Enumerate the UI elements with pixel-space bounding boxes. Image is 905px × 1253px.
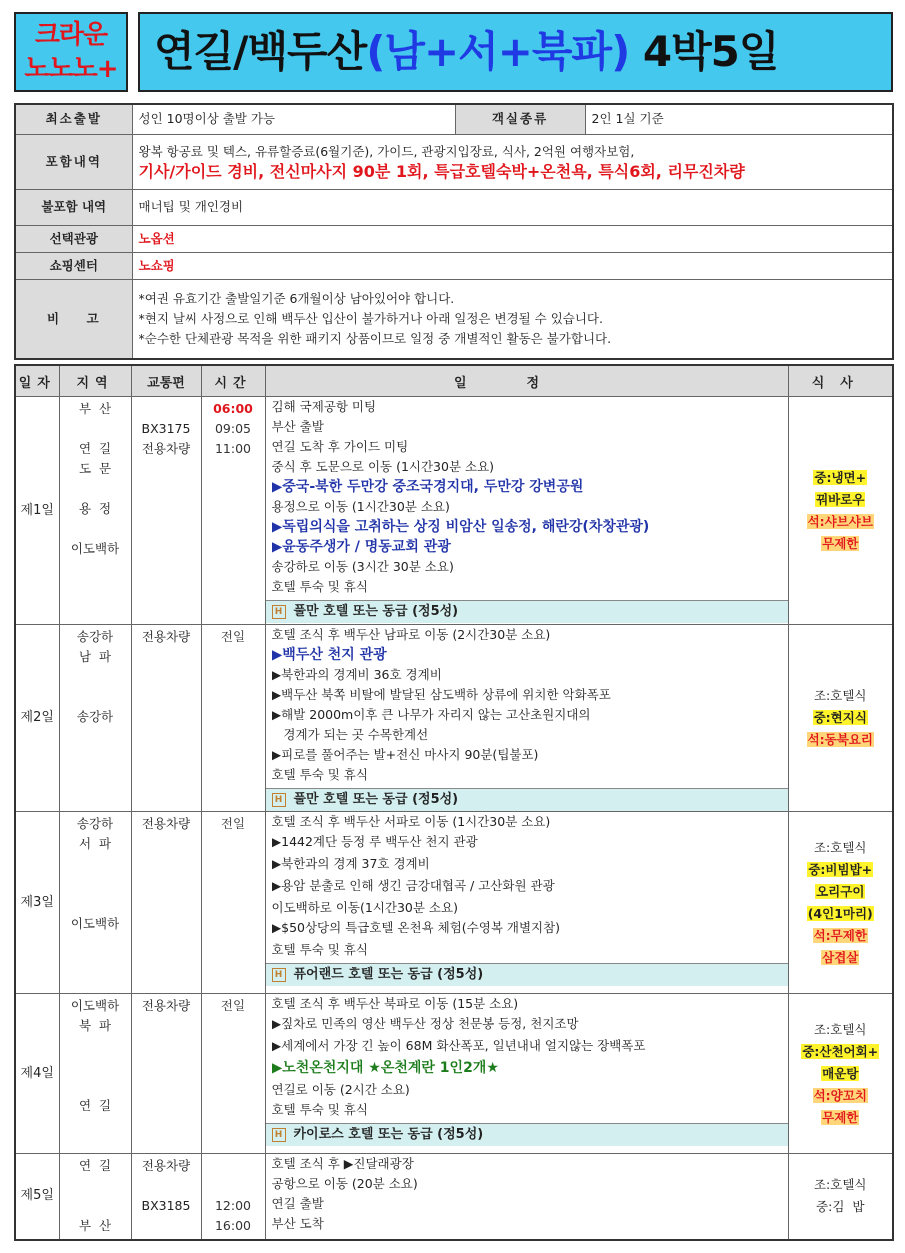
included-value bbox=[132, 134, 893, 189]
region-item bbox=[61, 854, 130, 874]
logo-line-1: 크라운 bbox=[34, 20, 108, 50]
transport-cell bbox=[131, 625, 201, 812]
region-item bbox=[61, 1176, 130, 1196]
remark-item: *현지 날씨 사정으로 인해 백두산 입산이 불가하거나 아래 일정은 변경될 수 있습니다. bbox=[138, 310, 603, 326]
hotel-icon: H bbox=[272, 968, 286, 982]
region-cell bbox=[59, 625, 131, 812]
itinerary-row-day1 bbox=[15, 397, 893, 625]
time-cell bbox=[201, 994, 265, 1154]
itinerary-row-day2 bbox=[15, 625, 893, 812]
room-type-value: 2인 1실 기준 bbox=[585, 104, 893, 134]
transport-item: BX3175 bbox=[141, 421, 191, 436]
region-item bbox=[61, 667, 130, 687]
schedule-line: 호텔 조식 후 ▶진달래광장 bbox=[271, 1156, 414, 1171]
region-item bbox=[61, 894, 130, 914]
region-item: 도 문 bbox=[78, 461, 112, 476]
meal-item: 매운탕 bbox=[822, 1065, 859, 1081]
region-cell bbox=[59, 994, 131, 1154]
hotel-name: 풀만 호텔 또는 동급 (정5성) bbox=[293, 792, 459, 807]
schedule-cell bbox=[265, 1154, 788, 1240]
time-item: 전일 bbox=[220, 629, 246, 644]
time-item: 16:00 bbox=[214, 1218, 252, 1233]
time-cell bbox=[201, 397, 265, 625]
schedule-line: 호텔 투숙 및 휴식 bbox=[271, 1102, 368, 1117]
region-item: 연 길 bbox=[78, 1158, 112, 1173]
region-item bbox=[61, 419, 130, 439]
time-item: 09:05 bbox=[214, 421, 252, 436]
schedule-line: 경계가 되는 곳 수목한계선 bbox=[271, 727, 429, 742]
region-item: 연 길 bbox=[78, 1098, 112, 1113]
transport-item bbox=[133, 1216, 200, 1236]
col-header-day: 일자 bbox=[15, 365, 59, 397]
time-item bbox=[203, 1176, 264, 1196]
hotel-name: 퓨어랜드 호텔 또는 동급 (정5성) bbox=[293, 967, 484, 982]
region-item bbox=[61, 1056, 130, 1076]
schedule-line: 부산 출발 bbox=[271, 419, 324, 434]
excluded-value: 매너팁 및 개인경비 bbox=[132, 189, 893, 225]
transport-cell bbox=[131, 994, 201, 1154]
shopping-value: 노쇼핑 bbox=[132, 252, 893, 279]
room-type-label: 객실종류 bbox=[455, 104, 585, 134]
meal-item: 꿔바로우 bbox=[816, 491, 865, 507]
region-item bbox=[61, 1076, 130, 1096]
day-label: 제5일 bbox=[15, 1154, 59, 1240]
schedule-line: ▶독립의식을 고취하는 상징 비암산 일송정, 해란강(차창관광) bbox=[271, 519, 650, 535]
time-item: 전일 bbox=[220, 816, 246, 831]
product-info-table bbox=[14, 103, 894, 360]
time-cell bbox=[201, 625, 265, 812]
meal-item: 조:호텔식 bbox=[813, 1177, 867, 1193]
transport-item: 전용차량 bbox=[141, 441, 191, 456]
meal-item: 조:호텔식 bbox=[813, 1021, 867, 1037]
col-header-meals: 식사 bbox=[788, 365, 893, 397]
logo-line-2: 노노노+ bbox=[24, 54, 118, 84]
shopping-label: 쇼핑센터 bbox=[15, 252, 132, 279]
schedule-line: 공항으로 이동 (20분 소요) bbox=[271, 1176, 418, 1191]
schedule-line: 호텔 투숙 및 휴식 bbox=[271, 579, 368, 594]
region-item: 남 파 bbox=[78, 649, 112, 664]
transport-item: 전용차량 bbox=[141, 1158, 191, 1173]
transport-item: BX3185 bbox=[141, 1198, 191, 1213]
hotel-line bbox=[266, 963, 788, 986]
schedule-cell bbox=[265, 812, 788, 994]
time-cell bbox=[201, 812, 265, 994]
day-label: 제4일 bbox=[15, 994, 59, 1154]
hotel-line bbox=[266, 1123, 788, 1146]
schedule-line: ▶북한과의 경계비 36호 경계비 bbox=[271, 667, 442, 682]
itinerary-row-day3 bbox=[15, 812, 893, 994]
meal-item: 중:냉면+ bbox=[814, 469, 867, 485]
schedule-cell bbox=[265, 625, 788, 812]
time-item: 12:00 bbox=[214, 1198, 252, 1213]
time-item: 11:00 bbox=[214, 441, 252, 456]
transport-cell bbox=[131, 812, 201, 994]
schedule-line: ▶노천온천지대 ★온천계란 1인2개★ bbox=[271, 1060, 499, 1076]
hotel-line bbox=[266, 788, 788, 811]
col-header-time: 시간 bbox=[201, 365, 265, 397]
schedule-line: 이도백하로 이동(1시간30분 소요) bbox=[271, 900, 458, 915]
schedule-line: ▶1442계단 등정 루 백두산 천지 관광 bbox=[271, 834, 478, 849]
transport-item bbox=[133, 399, 200, 419]
schedule-cell bbox=[265, 994, 788, 1154]
min-departure-value: 성인 10명이상 출발 가능 bbox=[132, 104, 455, 134]
meal-item: 중:비빔밥+ bbox=[808, 861, 873, 877]
schedule-line: 중식 후 도문으로 이동 (1시간30분 소요) bbox=[271, 459, 495, 474]
title-banner bbox=[138, 12, 893, 92]
region-item: 부 산 bbox=[78, 1218, 112, 1233]
time-item: 06:00 bbox=[213, 401, 253, 416]
title-prefix: 연길/백두산 bbox=[154, 27, 367, 76]
schedule-line: 연길 도착 후 가이드 미팅 bbox=[271, 439, 409, 454]
schedule-line: 연길 출발 bbox=[271, 1196, 324, 1211]
meal-item: (4인1마리) bbox=[807, 905, 873, 921]
included-label: 포함내역 bbox=[15, 134, 132, 189]
excluded-label: 불포함 내역 bbox=[15, 189, 132, 225]
region-item: 북 파 bbox=[78, 1018, 112, 1033]
meal-item: 중:김 밥 bbox=[816, 1199, 865, 1215]
included-line-1: 왕복 항공료 및 텍스, 유류할증료(6월기준), 가이드, 관광지입장료, 식사, 2억원 여행자보험, bbox=[138, 143, 635, 159]
schedule-line: ▶백두산 천지 관광 bbox=[271, 647, 387, 663]
schedule-line: 호텔 조식 후 백두산 북파로 이동 (15분 소요) bbox=[271, 996, 519, 1011]
meal-item: 조:호텔식 bbox=[813, 839, 867, 855]
region-item: 서 파 bbox=[78, 836, 112, 851]
meal-item: 석:양꼬치 bbox=[813, 1087, 867, 1103]
option-tour-label: 선택관광 bbox=[15, 225, 132, 252]
schedule-line: 용정으로 이동 (1시간30분 소요) bbox=[271, 499, 450, 514]
day-label: 제2일 bbox=[15, 625, 59, 812]
hotel-line bbox=[266, 600, 788, 623]
region-item: 송강하 bbox=[76, 629, 114, 644]
transport-cell bbox=[131, 397, 201, 625]
transport-item: 전용차량 bbox=[141, 629, 191, 644]
included-line-2: 기사/가이드 경비, 전신마사지 90분 1회, 특급호텔숙박+온천욕, 특식6회, 리무진차량 bbox=[138, 161, 745, 181]
region-cell bbox=[59, 397, 131, 625]
col-header-transport: 교통편 bbox=[131, 365, 201, 397]
remark-item: *순수한 단체관광 목적을 위한 패키지 상품이므로 일정 중 개별적인 활동은 불가합니다. bbox=[138, 330, 612, 346]
schedule-line: ▶중국-북한 두만강 중조국경지대, 두만강 강변공원 bbox=[271, 479, 584, 495]
brand-logo bbox=[14, 12, 128, 92]
schedule-line: ▶피로를 풀어주는 발+전신 마사지 90분(팁불포) bbox=[271, 747, 539, 762]
region-item: 부 산 bbox=[78, 401, 112, 416]
schedule-line: ▶윤동주생가 / 명동교회 관광 bbox=[271, 539, 451, 555]
itinerary-row-day4 bbox=[15, 994, 893, 1154]
remarks-label: 비 고 bbox=[15, 279, 132, 359]
region-item bbox=[61, 874, 130, 894]
meal-item: 무제한 bbox=[822, 1109, 859, 1125]
time-item bbox=[203, 1156, 264, 1176]
region-item: 용 정 bbox=[78, 501, 112, 516]
schedule-line: 부산 도착 bbox=[271, 1216, 324, 1231]
schedule-line: ▶세계에서 가장 긴 높이 68M 화산폭포, 일년내내 얼지않는 장백폭포 bbox=[271, 1038, 646, 1053]
meal-item: 석:무제한 bbox=[813, 927, 867, 943]
region-item: 연 길 bbox=[78, 441, 112, 456]
min-departure-label: 최소출발 bbox=[15, 104, 132, 134]
time-cell bbox=[201, 1154, 265, 1240]
schedule-cell bbox=[265, 397, 788, 625]
meal-item: 석:샤브샤브 bbox=[807, 513, 873, 529]
region-cell bbox=[59, 812, 131, 994]
schedule-line: 연길로 이동 (2시간 소요) bbox=[271, 1082, 410, 1097]
itinerary-table bbox=[14, 364, 894, 1241]
hotel-name: 풀만 호텔 또는 동급 (정5성) bbox=[293, 604, 459, 619]
region-item bbox=[61, 687, 130, 707]
region-item: 이도백하 bbox=[70, 916, 120, 931]
transport-item bbox=[133, 1176, 200, 1196]
title-suffix: 4박5일 bbox=[642, 27, 779, 76]
transport-cell bbox=[131, 1154, 201, 1240]
schedule-line: 호텔 조식 후 백두산 남파로 이동 (2시간30분 소요) bbox=[271, 627, 551, 642]
region-cell bbox=[59, 1154, 131, 1240]
schedule-line: ▶해발 2000m이후 큰 나무가 자리지 않는 고산초원지대의 bbox=[271, 707, 591, 722]
meal-item: 오리구이 bbox=[816, 883, 865, 899]
schedule-line: 김해 국제공항 미팅 bbox=[271, 399, 377, 414]
col-header-region: 지역 bbox=[59, 365, 131, 397]
schedule-line: 호텔 투숙 및 휴식 bbox=[271, 942, 368, 957]
hotel-icon: H bbox=[272, 793, 286, 807]
meal-item: 석:동북요리 bbox=[807, 732, 873, 747]
schedule-line: ▶용암 분출로 인해 생긴 금강대협곡 / 고산화원 관광 bbox=[271, 878, 555, 893]
page-title bbox=[154, 26, 778, 78]
meal-cell bbox=[788, 1154, 893, 1240]
region-item: 이도백하 bbox=[70, 998, 120, 1013]
region-item bbox=[61, 1036, 130, 1056]
meal-cell bbox=[788, 994, 893, 1154]
region-item: 이도백하 bbox=[70, 541, 120, 556]
meal-item: 조:호텔식 bbox=[813, 688, 867, 703]
day-label: 제3일 bbox=[15, 812, 59, 994]
schedule-line: ▶짚차로 민족의 영산 백두산 정상 천문봉 등정, 천지조망 bbox=[271, 1016, 579, 1031]
meal-item: 중:산천어회+ bbox=[802, 1043, 879, 1059]
hotel-name: 카이로스 호텔 또는 동급 (정5성) bbox=[293, 1127, 484, 1142]
meal-item: 중:현지식 bbox=[813, 710, 867, 725]
meal-cell bbox=[788, 812, 893, 994]
option-tour-value: 노옵션 bbox=[132, 225, 893, 252]
schedule-line: ▶백두산 북쪽 비탈에 발달된 삼도백하 상류에 위치한 악화폭포 bbox=[271, 687, 611, 702]
region-item bbox=[61, 479, 130, 499]
day-label: 제1일 bbox=[15, 397, 59, 625]
itinerary-row-day5 bbox=[15, 1154, 893, 1240]
transport-item: 전용차량 bbox=[141, 816, 191, 831]
meal-item: 삼겹살 bbox=[822, 949, 859, 965]
region-item bbox=[61, 1196, 130, 1216]
hotel-icon: H bbox=[272, 605, 286, 619]
region-item: 송강하 bbox=[76, 709, 114, 724]
remarks-value bbox=[132, 279, 893, 359]
schedule-line: ▶$50상당의 특급호텔 온천욕 체험(수영복 개별지참) bbox=[271, 920, 561, 935]
meal-item: 무제한 bbox=[822, 535, 859, 551]
transport-item: 전용차량 bbox=[141, 998, 191, 1013]
region-item bbox=[61, 519, 130, 539]
schedule-line: 송강하로 이동 (3시간 30분 소요) bbox=[271, 559, 454, 574]
meal-cell bbox=[788, 397, 893, 625]
time-item: 전일 bbox=[220, 998, 246, 1013]
hotel-icon: H bbox=[272, 1128, 286, 1142]
region-item: 송강하 bbox=[76, 816, 114, 831]
schedule-line: 호텔 조식 후 백두산 서파로 이동 (1시간30분 소요) bbox=[271, 814, 551, 829]
schedule-line: 호텔 투숙 및 휴식 bbox=[271, 767, 368, 782]
meal-cell bbox=[788, 625, 893, 812]
title-highlight: (남+서+북파) bbox=[366, 27, 630, 76]
schedule-line: ▶북한과의 경계 37호 경계비 bbox=[271, 856, 430, 871]
col-header-schedule: 일정 bbox=[265, 365, 788, 397]
remark-item: *여권 유효기간 출발일기준 6개월이상 남아있어야 합니다. bbox=[138, 290, 455, 306]
